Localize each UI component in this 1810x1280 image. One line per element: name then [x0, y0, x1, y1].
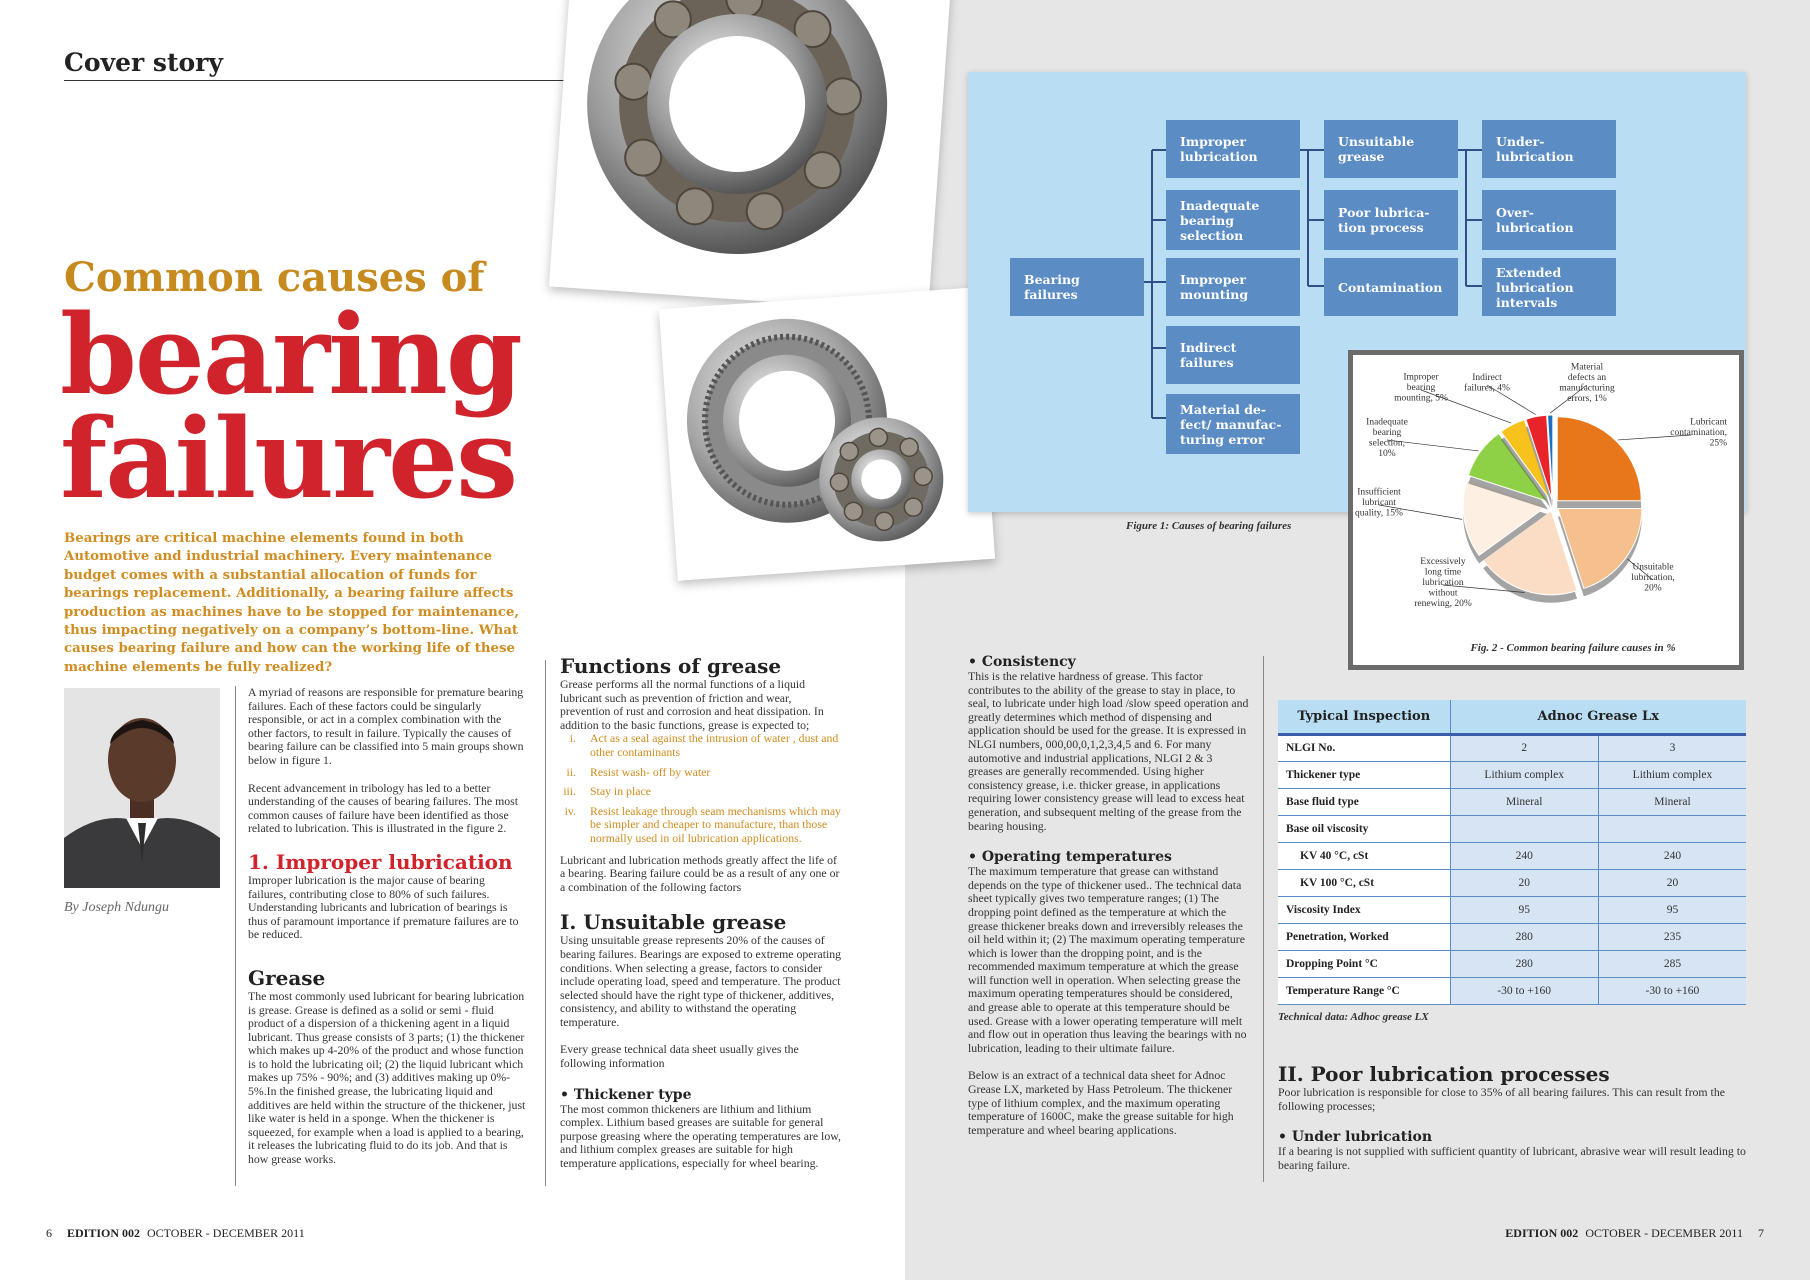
heading-poor-lubrication: II. Poor lubrication processes [1278, 1062, 1610, 1086]
page-number-left: 6 [46, 1226, 52, 1240]
table-caption: Technical data: Adhoc grease LX [1278, 1010, 1429, 1023]
diagram-subcause-box: Poor lubrica- tion process [1324, 190, 1458, 250]
heading-under-lubrication: • Under lubrication [1278, 1129, 1433, 1146]
heading-improper-lubrication: 1. Improper lubrication [248, 849, 513, 874]
col1-paragraph-1: A myriad of reasons are responsible for premature bearing failures. Each of these factors could be singularly responsible, or act in a complex combination with the other factors, to result in failure. Typically the causes of bearing failure can be classified into 5 main groups shown below in figure 1. [248, 685, 524, 767]
heading-grease: Grease [248, 965, 326, 990]
pie-label: Lubricant contamination, 25% [1670, 417, 1727, 449]
table-row [1278, 761, 1746, 788]
column-1 [248, 686, 526, 1167]
table-cell: 95 [1450, 896, 1598, 923]
table-row-label: Thickener type [1278, 761, 1450, 788]
col2-paragraph-3: Using unsuitable grease represents 20% of the causes of bearing failures. Bearings are exposed to extreme operating conditions. When selecting a grease, factors to consider include operating load, speed and temperature. The product selected should have the right type of thickener, additives, consistency, and ability to withstand the operating temperature. [560, 933, 842, 1029]
heading-functions-of-grease: Functions of grease [560, 654, 782, 678]
title-line-1: Common causes of [64, 254, 485, 301]
table-header: Adnoc Grease Lx [1450, 700, 1746, 734]
pie-label: Inadequate bearing selection, 10% [1366, 417, 1408, 459]
bearing-photo-tapered [659, 287, 995, 581]
diagram-cause-box: Material de- fect/ manufac- turing error [1166, 394, 1300, 454]
column-divider-2 [545, 660, 546, 1186]
table-cell [1450, 815, 1598, 842]
edition-left: EDITION 002 [67, 1226, 141, 1240]
table-cell: 2 [1450, 734, 1598, 761]
table-cell: Mineral [1598, 788, 1746, 815]
table-cell: Mineral [1450, 788, 1598, 815]
table-cell: Lithium complex [1598, 761, 1746, 788]
title-line-3: failures [60, 394, 517, 523]
footer-right [1505, 1226, 1764, 1241]
section-label: Cover story [64, 48, 223, 77]
pie-label: Unsuitable lubrication, 20% [1631, 562, 1675, 594]
heading-consistency: • Consistency [968, 654, 1076, 670]
column-2 [560, 654, 842, 1171]
table-cell: 285 [1598, 950, 1746, 977]
bearing-photo-ball [549, 0, 951, 313]
date-right: OCTOBER - DECEMBER 2011 [1585, 1226, 1743, 1240]
col4-paragraph-2: If a bearing is not supplied with sufficient quantity of lubricant, abrasive wear will result leading to bearing failure. [1278, 1144, 1746, 1172]
col3-paragraph-1: This is the relative hardness of grease. This factor contributes to the ability of the grease to stay in place, to seal, to lubricate under high load /slow speed operation and greatly determines which method of dispensing and application should be used for the grease. It is expressed in NLGI numbers, 000,00,0,1,2,3,4,5 and 6. For many automotive and industrial applications, NLGI 2 & 3 greases are generally recommended. Using higher consistency grease, i.e. thicker grease, in applications requiring lower consistency grease will lead to excess heat generation, and subsequent melting of the grease from the bearing housing. [968, 669, 1249, 833]
col2-paragraph-1: Grease performs all the normal functions of a liquid lubricant such as prevention of friction and wear, prevention of rust and corrosion and heat dissipation. In addition to the basic functions, grease is expected to; [560, 677, 824, 732]
column-divider-1 [235, 686, 236, 1186]
pie-label: Material defects an manufacturing errors, 1% [1559, 362, 1615, 404]
heading-unsuitable-grease: I. Unsuitable grease [560, 910, 787, 935]
table-cell: 95 [1598, 896, 1746, 923]
table-cell: 280 [1450, 923, 1598, 950]
table-row-label: Viscosity Index [1278, 896, 1450, 923]
page-number-right: 7 [1758, 1226, 1764, 1240]
pie-label: Insufficient lubricant quality, 15% [1355, 487, 1403, 519]
column-4 [1278, 1062, 1746, 1172]
pie-slice [1557, 417, 1641, 501]
table-row-label: Base oil viscosity [1278, 815, 1450, 842]
edition-right: EDITION 002 [1505, 1226, 1579, 1240]
table-row [1278, 788, 1746, 815]
table-row [1278, 869, 1746, 896]
column-divider-3 [1263, 656, 1264, 1182]
list-item: iv. Resist leakage through seam mechanisms which may be simpler and cheaper to manufacture, than those normally used in oil lubrication applications. [564, 803, 841, 845]
table-row [1278, 923, 1746, 950]
pie-label: Improper bearing mounting, 5% [1394, 372, 1448, 404]
table-cell: 3 [1598, 734, 1746, 761]
col2-paragraph-4: Every grease technical data sheet usually gives the following information [560, 1042, 799, 1071]
col3-paragraph-3: Below is an extract of a technical data sheet for Adnoc Grease LX, marketed by Hass Petroleum. The thickener type of lithium complex, and the maximum operating temperature of 1600C, make the grease suitable for high temperature and wheel bearing applications. [968, 1068, 1234, 1137]
diagram-detail-box: Under- lubrication [1482, 120, 1616, 178]
table-row-label: Base fluid type [1278, 788, 1450, 815]
table-row [1278, 815, 1746, 842]
spec-table [1278, 700, 1746, 1005]
col4-paragraph-1: Poor lubrication is responsible for close to 35% of all bearing failures. This can result from the following processes; [1278, 1085, 1725, 1113]
table-cell [1598, 815, 1746, 842]
table-row-label: KV 100 °C, cSt [1278, 869, 1450, 896]
table-row-label: Penetration, Worked [1278, 923, 1450, 950]
table-header: Typical Inspection [1278, 700, 1450, 734]
table-cell: 240 [1598, 842, 1746, 869]
col1-paragraph-4: The most commonly used lubricant for bearing lubrication is grease. Grease is defined as a solid or semi - fluid product of a dispersion of a thickening agent in a liquid lubricant. Thus grease consists of 3 parts; (1) the thickener which makes up 4-20% of the product and whose function is to hold the lubricating oil; (2) the liquid lubricant which makes up 75% - 90%; and (3) additives making up 0%- 5%.In the finished grease, the lubricating liquid and additives are held within the structure of the thickener, just like water is held in a sponge. When the thickener is squeezed, for example when a load is applied to a bearing, it releases the lubricating fluid to do its job. And that is how grease works. [248, 988, 526, 1167]
diagram-subcause-box: Contamination [1324, 258, 1458, 316]
list-item: iii. Stay in place [563, 784, 651, 799]
pie-chart [1353, 355, 1739, 665]
pie-caption: Fig. 2 - Common bearing failure causes in % [1470, 642, 1676, 654]
table-row-label: Dropping Point °C [1278, 950, 1450, 977]
table-row-label: NLGI No. [1278, 734, 1450, 761]
table-cell: -30 to +160 [1450, 977, 1598, 1004]
diagram-cause-box: Improper lubrication [1166, 120, 1300, 178]
pie-label: Indirect failures, 4% [1464, 372, 1510, 394]
diagram-detail-box: Over- lubrication [1482, 190, 1616, 250]
figure-1-caption: Figure 1: Causes of bearing failures [1126, 520, 1292, 532]
spec-table-body [1278, 734, 1746, 1004]
table-cell: 280 [1450, 950, 1598, 977]
diagram-cause-box: Indirect failures [1166, 326, 1300, 384]
diagram-cause-box: Improper mounting [1166, 258, 1300, 316]
col2-paragraph-5: The most common thickeners are lithium and lithium complex. Lithium based greases are suitable for general purpose greasing where the operating temperatures are low, and lithium complex greases are suitable for high temperature applications, especially for wheel bearing. [560, 1101, 841, 1171]
table-cell: -30 to +160 [1598, 977, 1746, 1004]
table-row-label: Temperature Range °C [1278, 977, 1450, 1004]
diagram-cause-box: Inadequate bearing selection [1166, 190, 1300, 250]
title-line-2: bearing [60, 290, 521, 419]
table-row-label: KV 40 °C, cSt [1278, 842, 1450, 869]
col3-paragraph-2: The maximum temperature that grease can withstand depends on the type of thickener used.. The technical data sheet typically gives two temperature ranges; (1) The dropping point defined as the temperature at which the grease thickener breaks down and irreversibly releases the oil held within it; (2) The maximum operating temperature which is lower than the dropping point, and is the recommended maximum temperature at which the grease will function well in operation. When selecting grease the maximum operating temperatures should be considered, and grease able to operate at this temperature should be used. Grease with a lower operating temperature will melt and flow out in operation thus leaving the bearings with no lubrication, leading to their ultimate failure. [968, 864, 1247, 1055]
table-cell: 20 [1450, 869, 1598, 896]
footer-left [46, 1226, 305, 1241]
list-item: i. Act as a seal against the intrusion of water , dust and other contaminants [569, 731, 839, 759]
heading-operating-temperatures: • Operating temperatures [968, 849, 1172, 866]
pie-label: Excessively long time lubrication without renewing, 20% [1414, 557, 1472, 609]
table-row [1278, 842, 1746, 869]
table-row [1278, 896, 1746, 923]
author-photo [64, 688, 220, 888]
table-cell: 20 [1598, 869, 1746, 896]
grease-functions-list [560, 732, 842, 845]
col2-paragraph-2: Lubricant and lubrication methods greatly affect the life of a bearing. Bearing failure could be as a result of any one or a combination of the following factors [560, 852, 840, 894]
table-cell: Lithium complex [1450, 761, 1598, 788]
col1-paragraph-3: Improper lubrication is the major cause of bearing failures, contributing close to 80% of such failures. Understanding lubricants and lubrication of bearings is thus of paramount importance if premature failures are to be reduced. [248, 872, 519, 942]
diagram-subcause-box: Unsuitable grease [1324, 120, 1458, 178]
column-3 [968, 654, 1250, 1137]
col1-paragraph-2: Recent advancement in tribology has led to a better understanding of the causes of bearing failures. The most common causes of failure have been identified as those related to lubrication. This is illustrated in the figure 2. [248, 780, 519, 836]
table-cell: 235 [1598, 923, 1746, 950]
intro-paragraph: Bearings are critical machine elements found in both Automotive and industrial machinery. Every maintenance budget comes with a substantial allocation of funds for bearings replacement. Additionally, a bearing failure affects production as machines have to be stopped for maintenance, thus impacting negatively on a company’s bottom-line. What causes bearing failure and how can the working life of these machine elements be fully realized? [64, 531, 520, 675]
author-byline: By Joseph Ndungu [64, 900, 169, 915]
heading-thickener-type: • Thickener type [560, 1086, 692, 1103]
table-row [1278, 950, 1746, 977]
diagram-detail-box: Extended lubrication intervals [1482, 258, 1616, 316]
diagram-root-box: Bearing failures [1010, 258, 1144, 316]
date-left: OCTOBER - DECEMBER 2011 [147, 1226, 305, 1240]
table-row [1278, 977, 1746, 1004]
spec-table-wrap [1278, 700, 1746, 1023]
pie-chart-frame [1348, 350, 1744, 670]
table-cell: 240 [1450, 842, 1598, 869]
table-row [1278, 734, 1746, 761]
list-item: ii. Resist wash- off by water [566, 764, 711, 779]
